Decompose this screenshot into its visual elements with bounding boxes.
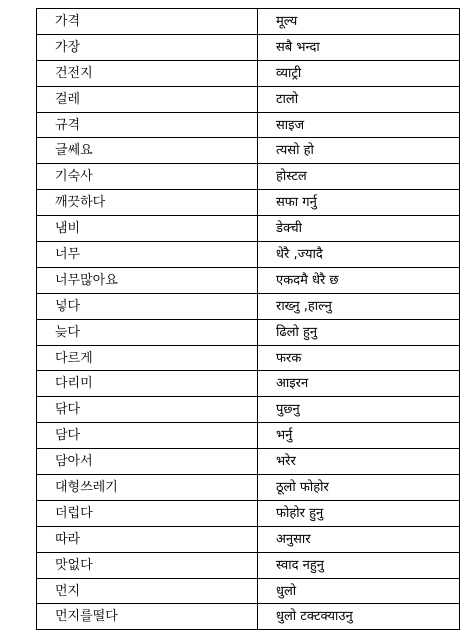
table-row — [37, 449, 460, 475]
nepali-meaning-cell: राख्नु ,हाल्नु — [258, 293, 460, 319]
korean-word-cell: 가격 — [37, 9, 258, 35]
table-row — [37, 216, 460, 242]
nepali-meaning-cell: फोहोर हुनु — [258, 500, 460, 526]
table-row — [37, 475, 460, 501]
table-row — [37, 423, 460, 449]
table-row — [37, 164, 460, 190]
nepali-meaning-cell: अनुसार — [258, 526, 460, 552]
table-row — [37, 242, 460, 268]
table-row — [37, 138, 460, 164]
table-row — [37, 345, 460, 371]
nepali-meaning-cell: धेरै ,ज्यादै — [258, 242, 460, 268]
nepali-meaning-cell: भर्नु — [258, 423, 460, 449]
korean-word-cell: 걸레 — [37, 86, 258, 112]
table-row — [37, 86, 460, 112]
nepali-meaning-cell: साइज — [258, 112, 460, 138]
vocabulary-table-body — [37, 9, 460, 630]
table-row — [37, 604, 460, 630]
korean-word-cell: 다리미 — [37, 371, 258, 397]
korean-word-cell: 먼지를떨다 — [37, 604, 258, 630]
korean-word-cell: 너무 — [37, 242, 258, 268]
korean-word-cell: 더럽다 — [37, 500, 258, 526]
korean-word-cell: 맛없다 — [37, 552, 258, 578]
korean-word-cell: 다르게 — [37, 345, 258, 371]
vocabulary-table — [36, 8, 460, 630]
table-row — [37, 267, 460, 293]
korean-word-cell: 대형쓰레기 — [37, 475, 258, 501]
table-row — [37, 112, 460, 138]
table-row — [37, 552, 460, 578]
korean-word-cell: 담아서 — [37, 449, 258, 475]
nepali-meaning-cell: डेक्ची — [258, 216, 460, 242]
nepali-meaning-cell: भरेर — [258, 449, 460, 475]
nepali-meaning-cell: ठूलो फोहोर — [258, 475, 460, 501]
table-row — [37, 397, 460, 423]
korean-word-cell: 글쎄요 — [37, 138, 258, 164]
nepali-meaning-cell: पुछ्नु — [258, 397, 460, 423]
korean-word-cell: 기숙사 — [37, 164, 258, 190]
table-row — [37, 190, 460, 216]
nepali-meaning-cell: धुलो टक्टक्याउनु — [258, 604, 460, 630]
korean-word-cell: 가장 — [37, 34, 258, 60]
korean-word-cell: 넣다 — [37, 293, 258, 319]
korean-word-cell: 냄비 — [37, 216, 258, 242]
korean-word-cell: 따라 — [37, 526, 258, 552]
nepali-meaning-cell: व्याट्री — [258, 60, 460, 86]
nepali-meaning-cell: होस्टल — [258, 164, 460, 190]
korean-word-cell: 건전지 — [37, 60, 258, 86]
nepali-meaning-cell: सफा गर्नु — [258, 190, 460, 216]
table-row — [37, 500, 460, 526]
nepali-meaning-cell: एकदमै धेरै छ — [258, 267, 460, 293]
korean-word-cell: 닦다 — [37, 397, 258, 423]
nepali-meaning-cell: मूल्य — [258, 9, 460, 35]
korean-word-cell: 너무많아요 — [37, 267, 258, 293]
nepali-meaning-cell: आइरन — [258, 371, 460, 397]
table-row — [37, 34, 460, 60]
korean-word-cell: 먼지 — [37, 578, 258, 604]
table-row — [37, 9, 460, 35]
table-row — [37, 319, 460, 345]
nepali-meaning-cell: धुलो — [258, 578, 460, 604]
nepali-meaning-cell: फरक — [258, 345, 460, 371]
table-row — [37, 578, 460, 604]
korean-word-cell: 늦다 — [37, 319, 258, 345]
nepali-meaning-cell: स्वाद नहुनु — [258, 552, 460, 578]
table-row — [37, 371, 460, 397]
korean-word-cell: 깨끗하다 — [37, 190, 258, 216]
nepali-meaning-cell: ढिलो हुनु — [258, 319, 460, 345]
nepali-meaning-cell: त्यसो हो — [258, 138, 460, 164]
nepali-meaning-cell: टालो — [258, 86, 460, 112]
table-row — [37, 60, 460, 86]
nepali-meaning-cell: सबै भन्दा — [258, 34, 460, 60]
table-row — [37, 526, 460, 552]
table-row — [37, 293, 460, 319]
korean-word-cell: 담다 — [37, 423, 258, 449]
korean-word-cell: 규격 — [37, 112, 258, 138]
